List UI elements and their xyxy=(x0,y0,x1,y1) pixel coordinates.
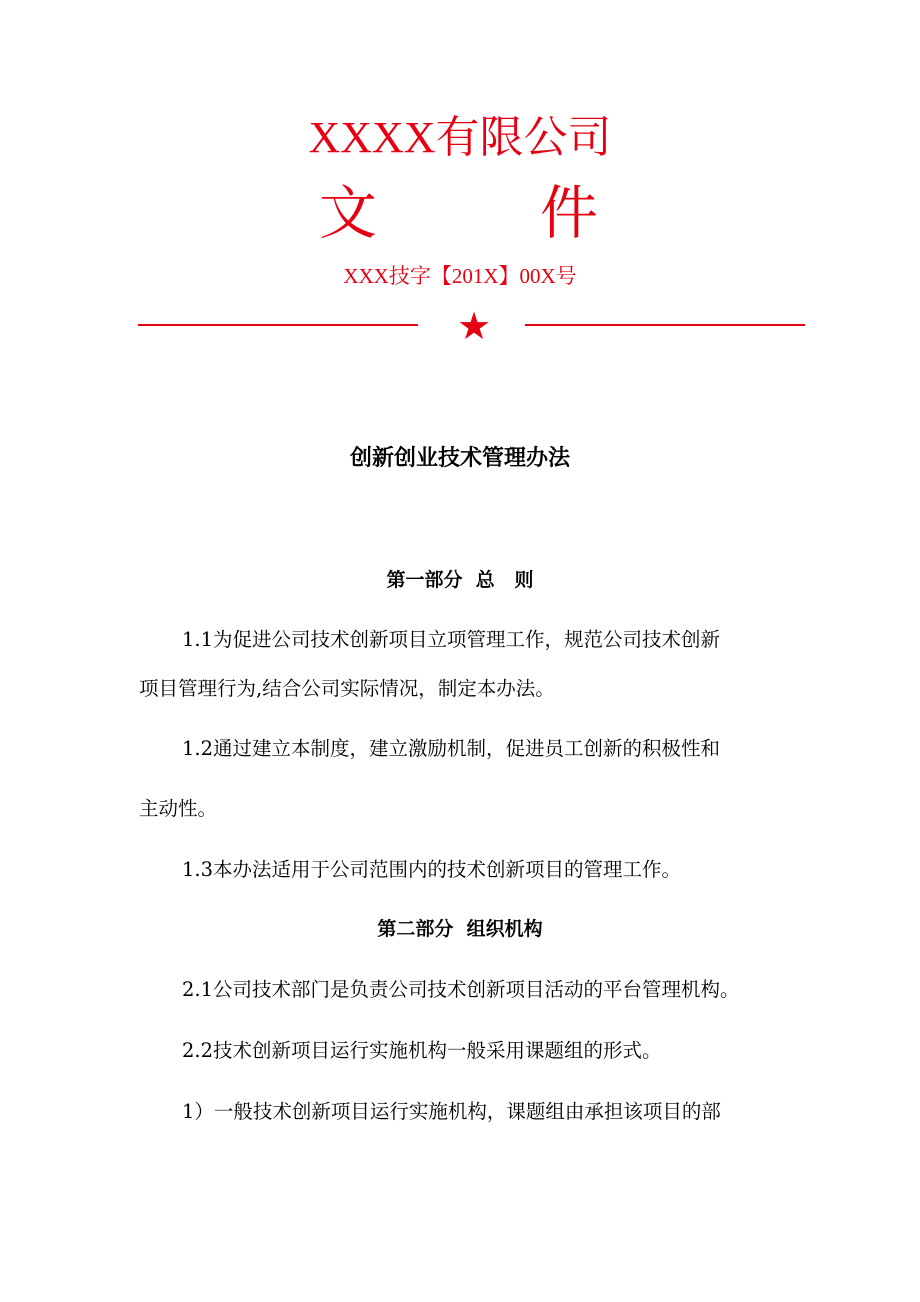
red-star-icon: ★ xyxy=(456,304,492,348)
paragraph-1-1-line-1: 1.1为促进公司技术创新项目立项管理工作，规范公司技术创新 xyxy=(182,628,721,651)
header-divider-left xyxy=(138,324,418,326)
section-heading-part2: 第二部分 组织机构 xyxy=(377,918,543,940)
section-heading-part1: 第一部分 总 则 xyxy=(386,569,534,591)
header-divider-right xyxy=(525,324,805,326)
paragraph-1-2-line-2: 主动性。 xyxy=(139,797,218,820)
document-title: 创新创业技术管理办法 xyxy=(349,446,570,471)
paragraph-1-2-line-1: 1.2通过建立本制度，建立激励机制，促进员工创新的积极性和 xyxy=(182,737,721,760)
company-name: XXXX有限公司 xyxy=(308,113,612,162)
paragraph-2-2: 2.2技术创新项目运行实施机构一般采用课题组的形式。 xyxy=(182,1039,662,1062)
paragraph-2-1: 2.1公司技术部门是负责公司技术创新项目活动的平台管理机构。 xyxy=(182,978,740,1001)
paragraph-1-3: 1.3本办法适用于公司范围内的技术创新项目的管理工作。 xyxy=(182,858,682,881)
paragraph-2-2-item-1: 1）一般技术创新项目运行实施机构，课题组由承担该项目的部 xyxy=(182,1100,721,1123)
document-word-left: 文 xyxy=(319,179,378,247)
paragraph-1-1-line-2: 项目管理行为,结合公司实际情况，制定本办法。 xyxy=(139,677,555,700)
document-word-right: 件 xyxy=(540,179,599,247)
document-number: XXX技字【201X】00X号 xyxy=(343,264,577,288)
